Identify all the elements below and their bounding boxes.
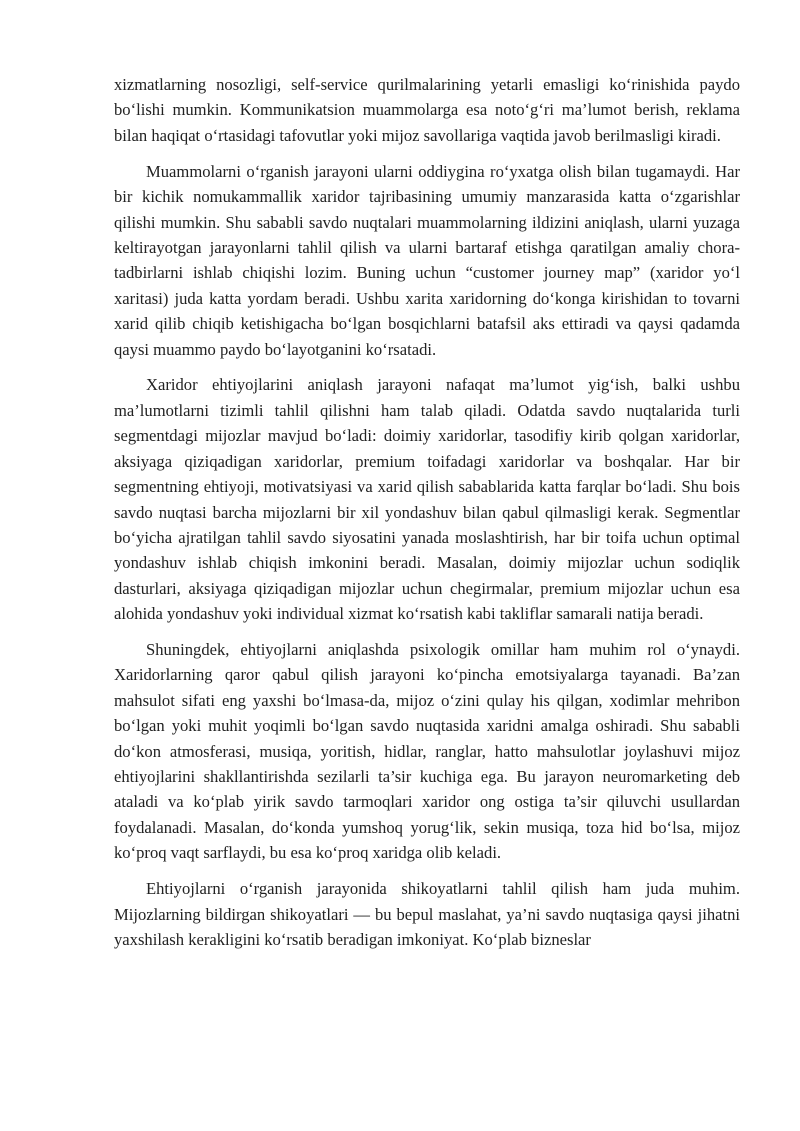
paragraph-continued: xizmatlarning nosozligi, self-service qurilmalarining yetarli emasligi ko‘rinishida paydo bo‘lishi mumkin. Kommunikatsion muammolarga esa noto‘g‘ri ma’lumot berish, reklama bilan haqiqat o‘rtasidagi tafovutlar yoki mijoz savollariga vaqtida javob berilmasligi kiradi. <box>114 75 740 145</box>
document-page <box>114 72 740 963</box>
paragraph: Xaridor ehtiyojlarini aniqlash jarayoni nafaqat ma’lumot yig‘ish, balki ushbu ma’lumotlarni tizimli tahlil qilishni ham talab qiladi. Odatda savdo nuqtalarida turli segmentdagi mijozlar mavjud bo‘ladi: doimiy xaridorlar, tasodifiy kirib qolgan xaridorlar, aksiyaga qiziqadigan xaridorlar, premium toifadagi xaridorlar va boshqalar. Har bir segmentning ehtiyoji, motivatsiyasi va xarid qilish sabablarida katta farqlar bo‘ladi. Shu bois savdo nuqtasi barcha mijozlarni bir xil yondashuv bilan qabul qilmasligi kerak. Segmentlar bo‘yicha ajratilgan tahlil savdo siyosatini yanada moslashtirish, har bir toifa uchun optimal yondashuv ishlab chiqish imkonini beradi. Masalan, doimiy mijozlar uchun sodiqlik dasturlari, aksiyaga qiziqadigan mijozlar uchun chegirmalar, premium mijozlar uchun esa alohida yondashuv yoki individual xizmat ko‘rsatish kabi takliflar samarali natija beradi. <box>114 375 740 624</box>
paragraph: Ehtiyojlarni o‘rganish jarayonida shikoyatlarni tahlil qilish ham juda muhim. Mijozlarning bildirgan shikoyatlari — bu bepul maslahat, ya’ni savdo nuqtasiga qaysi jihatni yaxshilash kerakligini ko‘rsatib beradigan imkoniyat. Ko‘plab bizneslar <box>114 879 740 949</box>
paragraph: Shuningdek, ehtiyojlarni aniqlashda psixologik omillar ham muhim rol o‘ynaydi. Xaridorlarning qaror qabul qilish jarayoni ko‘pincha emotsiyalarga tayanadi. Ba’zan mahsulot sifati eng yaxshi bo‘lmasa-da, mijoz o‘zini qulay his qilgan, xodimlar mehribon bo‘lgan yoki muhit yoqimli bo‘lgan savdo nuqtasida xaridni amalga oshiradi. Shu sababli do‘kon atmosferasi, musiqa, yoritish, hidlar, ranglar, hatto mahsulotlar joylashuvi mijoz ehtiyojlarini shakllantirishda sezilarli ta’sir kuchiga ega. Bu jarayon neuromarketing deb ataladi va ko‘plab yirik savdo tarmoqlari xaridor ong ostiga ta’sir qiluvchi usullardan foydalanadi. Masalan, do‘konda yumshoq yorug‘lik, sekin musiqa, toza hid bo‘lsa, mijoz ko‘proq vaqt sarflaydi, bu esa ko‘proq xaridga olib keladi. <box>114 640 740 863</box>
paragraph: Muammolarni o‘rganish jarayoni ularni oddiygina ro‘yxatga olish bilan tugamaydi. Har bir kichik nomukammallik xaridor tajribasining umumiy manzarasida katta o‘zgarishlar qilishi mumkin. Shu sababli savdo nuqtalari muammolarning ildizini aniqlash, ularni yuzaga keltirayotgan jarayonlarni tahlil qilish va ularni bartaraf etishga qaratilgan amaliy chora-tadbirlarni ishlab chiqishi lozim. Buning uchun “customer journey map” (xaridor yo‘l xaritasi) juda katta yordam beradi. Ushbu xarita xaridorning do‘konga kirishidan to tovarni xarid qilib chiqib ketishigacha bo‘lgan bosqichlarni batafsil aks ettiradi va qaysi qadamda qaysi muammo paydo bo‘layotganini ko‘rsatadi. <box>114 161 740 359</box>
